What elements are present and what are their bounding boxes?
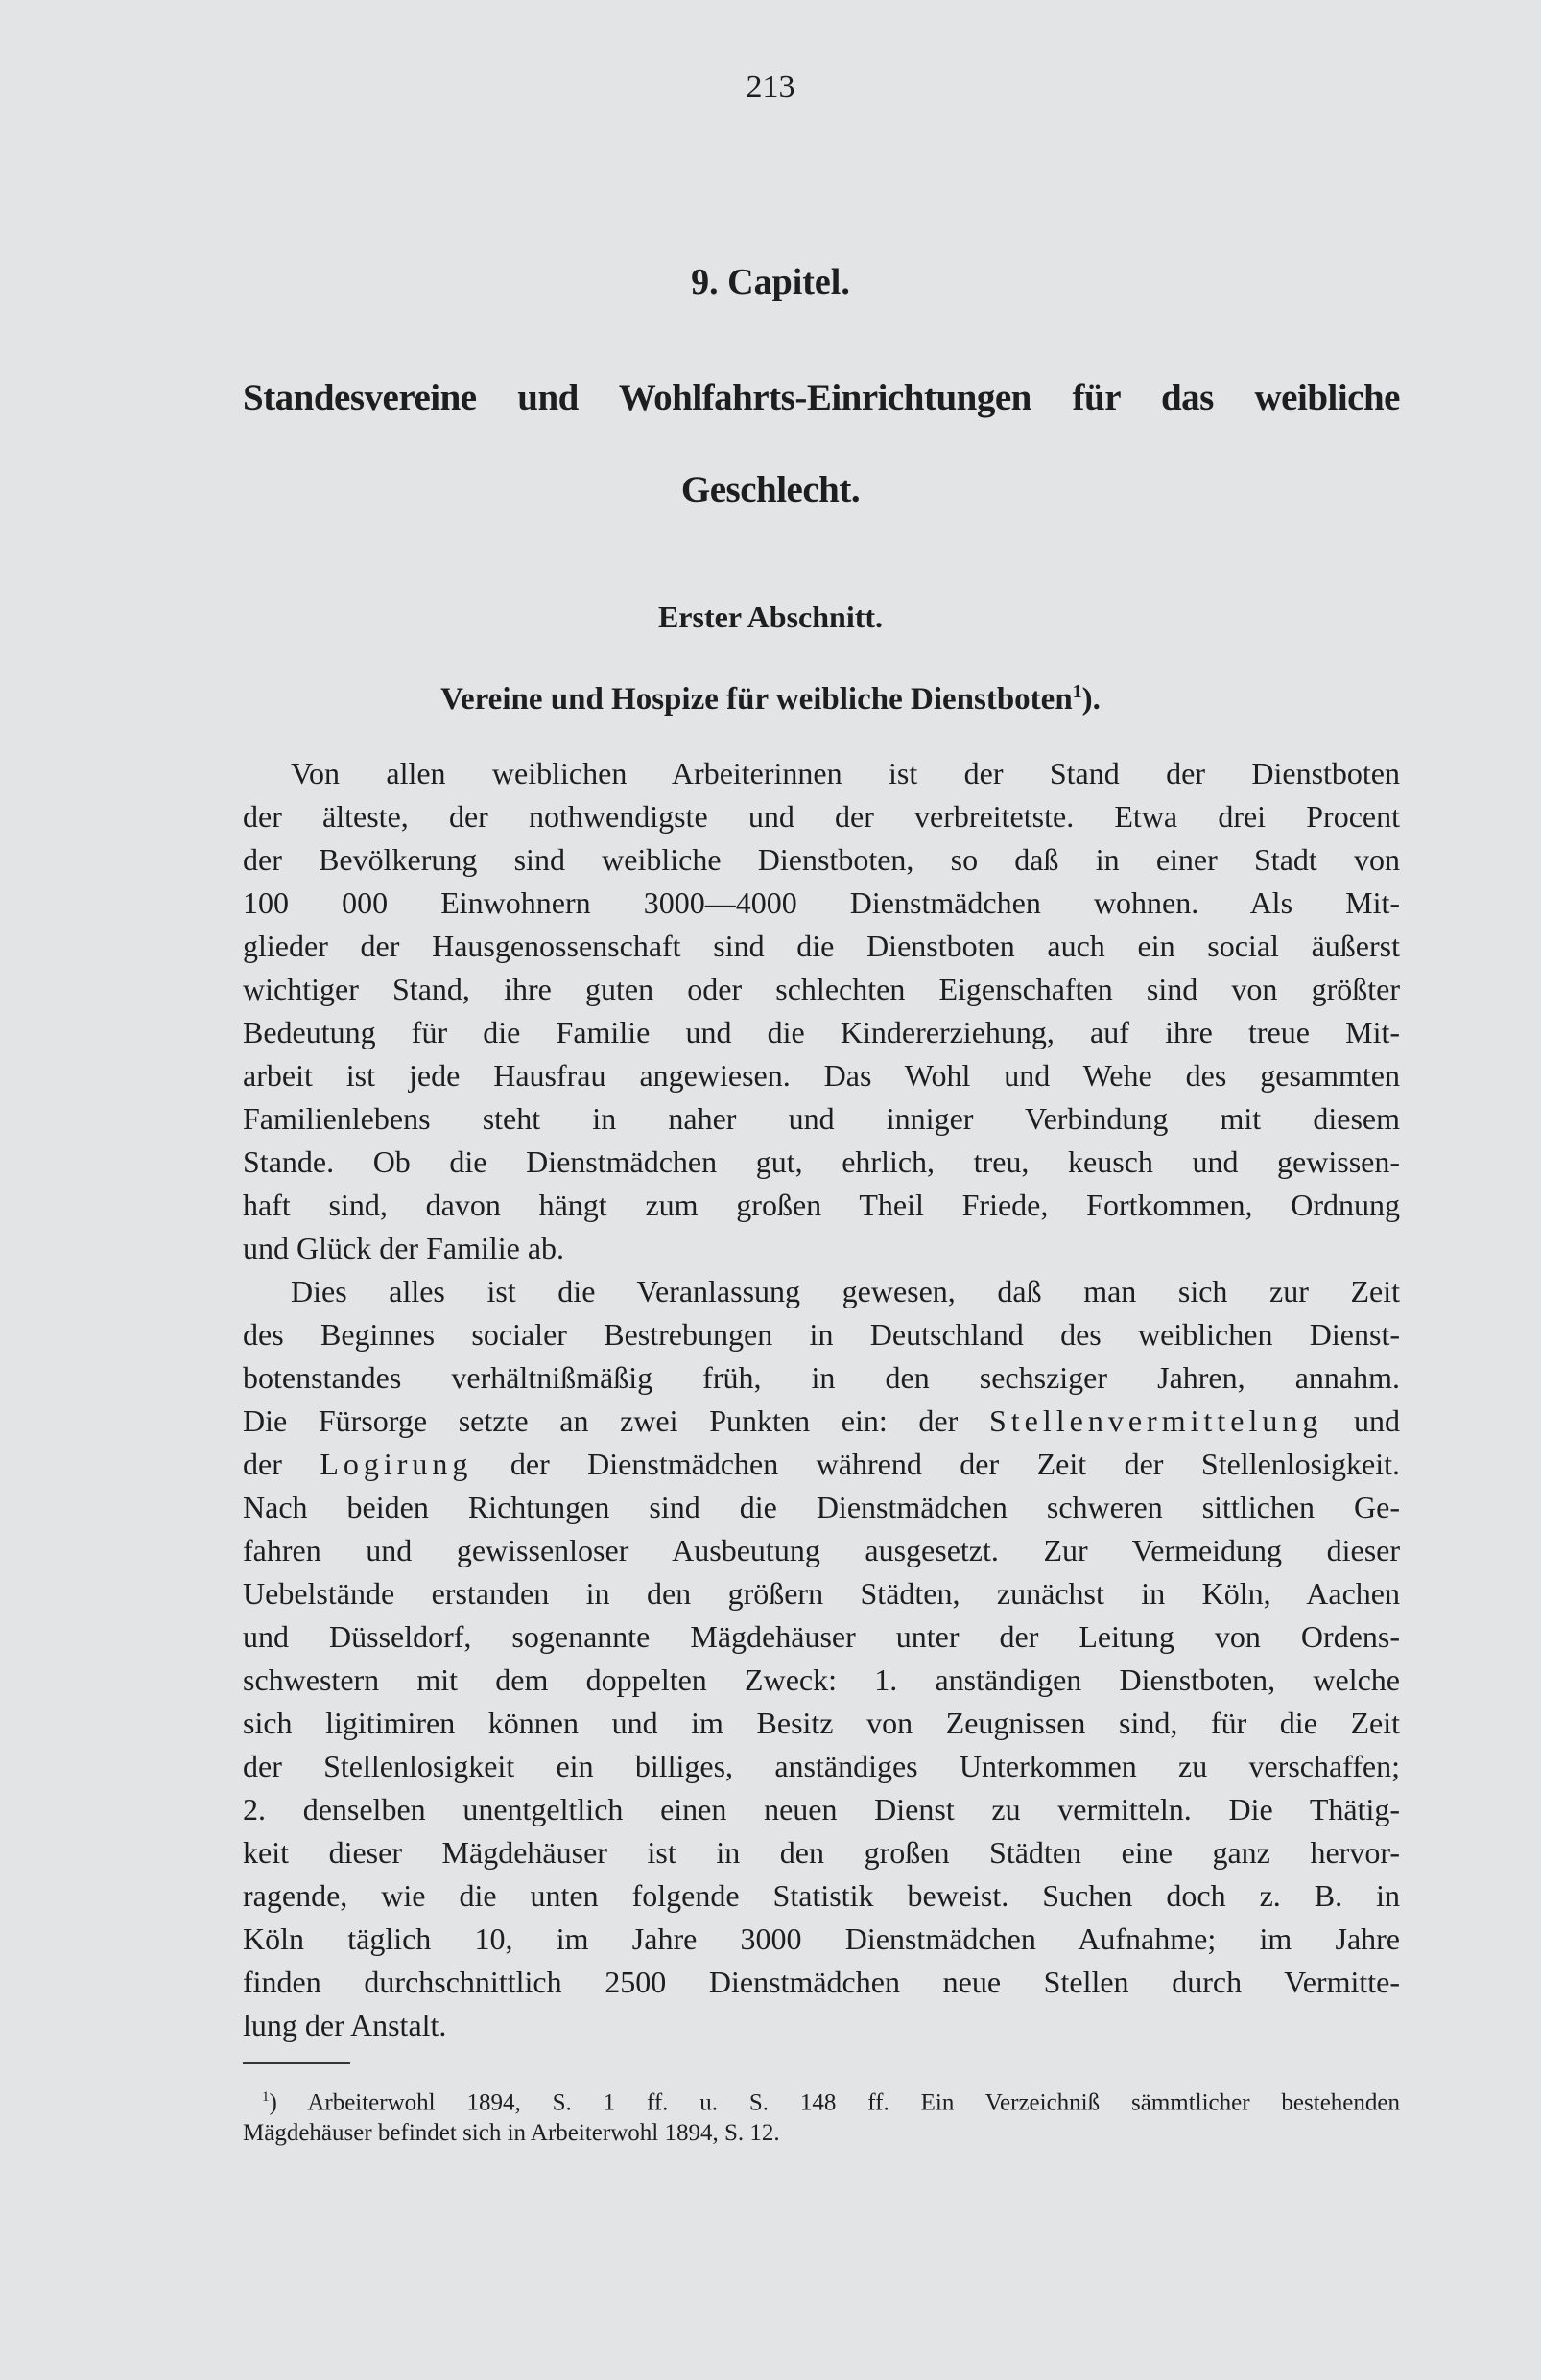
subsection-text: Vereine und Hospize für weibliche Dienstboten bbox=[440, 682, 1073, 717]
line-text: keit dieser Mägdehäuser ist in den großen Städten eine ganz hervor- bbox=[243, 1835, 1400, 1870]
footnote-divider bbox=[243, 2062, 350, 2064]
line-text: und bbox=[1322, 1403, 1401, 1438]
line-text: lung der Anstalt. bbox=[243, 2008, 447, 2042]
body-line bbox=[243, 882, 1400, 925]
line-text: und Düsseldorf, sogenannte Mägdehäuser unter der Leitung von Ordens- bbox=[243, 1619, 1400, 1654]
body-line bbox=[243, 1529, 1400, 1572]
body-line bbox=[243, 1270, 1400, 1313]
body-line bbox=[243, 1097, 1400, 1141]
section-heading: Erster Abschnitt. bbox=[657, 600, 884, 634]
body-line bbox=[243, 1659, 1400, 1702]
footnote-mark-paren: ) bbox=[269, 2089, 308, 2116]
line-text: botenstandes verhältnißmäßig früh, in den sechsziger Jahren, annahm. bbox=[243, 1360, 1400, 1395]
body-line bbox=[243, 752, 1400, 795]
line-text: der Stellenlosigkeit ein billiges, anständiges Unterkommen zu verschaffen; bbox=[243, 1749, 1400, 1783]
body-line bbox=[243, 1874, 1400, 1918]
line-text: 100 000 Einwohnern 3000—4000 Dienstmädchen wohnen. Als Mit- bbox=[243, 885, 1400, 920]
line-text: Nach beiden Richtungen sind die Dienstmädchen schweren sittlichen Ge- bbox=[243, 1490, 1400, 1524]
line-text: der älteste, der nothwendigste und der verbreitetste. Etwa drei Procent bbox=[243, 799, 1400, 834]
body-line bbox=[243, 1702, 1400, 1745]
body-line bbox=[243, 1400, 1400, 1443]
body-line bbox=[243, 1227, 1400, 1270]
body-line bbox=[243, 1313, 1400, 1356]
body-line bbox=[243, 1572, 1400, 1615]
body-line bbox=[243, 795, 1400, 838]
body-line bbox=[243, 1831, 1400, 1874]
body-line bbox=[243, 1486, 1400, 1529]
line-text: Stande. Ob die Dienstmädchen gut, ehrlich, treu, keusch und gewissen- bbox=[243, 1144, 1400, 1179]
line-text: Von allen weiblichen Arbeiterinnen ist der Stand der Dienstboten bbox=[291, 756, 1400, 790]
line-text: Bedeutung für die Familie und die Kindererziehung, auf ihre treue Mit- bbox=[243, 1015, 1400, 1049]
line-text: 2. denselben unentgeltlich einen neuen Dienst zu vermitteln. Die Thätig- bbox=[243, 1792, 1400, 1826]
body-line bbox=[243, 968, 1400, 1011]
body-line bbox=[243, 1054, 1400, 1097]
line-text: fahren und gewissenloser Ausbeutung ausgesetzt. Zur Vermeidung dieser bbox=[243, 1533, 1400, 1567]
footnote-reference[interactable]: 1 bbox=[1072, 681, 1082, 702]
line-text: Familienlebens steht in naher und inniger Verbindung mit diesem bbox=[243, 1101, 1400, 1136]
line-text: Köln täglich 10, im Jahre 3000 Dienstmädchen Aufnahme; im Jahre bbox=[243, 1921, 1400, 1956]
line-text: der bbox=[243, 1447, 320, 1481]
line-text: des Beginnes socialer Bestrebungen in Deutschland des weiblichen Dienst- bbox=[243, 1317, 1400, 1352]
body-text bbox=[243, 752, 1400, 2047]
line-text: wichtiger Stand, ihre guten oder schlechten Eigenschaften sind von größter bbox=[243, 972, 1400, 1006]
body-line bbox=[243, 1788, 1400, 1831]
subsection-closing: ). bbox=[1081, 682, 1101, 717]
page-number: 213 bbox=[746, 69, 795, 105]
body-line bbox=[243, 925, 1400, 968]
body-line bbox=[243, 1356, 1400, 1400]
body-line bbox=[243, 1918, 1400, 1961]
line-text: arbeit ist jede Hausfrau angewiesen. Das Wohl und Wehe des gesammten bbox=[243, 1058, 1400, 1093]
footnote-line bbox=[243, 2115, 1400, 2151]
line-text: sich ligitimiren können und im Besitz von Zeugnissen sind, für die Zeit bbox=[243, 1706, 1400, 1740]
body-line bbox=[243, 1184, 1400, 1227]
emphasized-term: Stellenvermittelung bbox=[988, 1403, 1323, 1438]
line-text: glieder der Hausgenossenschaft sind die Dienstboten auch ein social äußerst bbox=[243, 929, 1400, 963]
chapter-heading: 9. Capitel. bbox=[691, 262, 850, 302]
body-line bbox=[243, 838, 1400, 882]
line-text: haft sind, davon hängt zum großen Theil Friede, Fortkommen, Ordnung bbox=[243, 1188, 1400, 1222]
body-line bbox=[243, 1961, 1400, 2004]
footnote-text: Mägdehäuser befindet sich in Arbeiterwohl 1894, S. 12. bbox=[243, 2120, 780, 2146]
chapter-title-line-1: Standesvereine und Wohlfahrts-Einrichtungen für das weibliche bbox=[243, 377, 1400, 418]
line-text: schwestern mit dem doppelten Zweck: 1. anständigen Dienstboten, welche bbox=[243, 1662, 1400, 1697]
chapter-title-line-2: Geschlecht. bbox=[680, 469, 861, 510]
line-text: und Glück der Familie ab. bbox=[243, 1231, 565, 1265]
footnote-text: Arbeiterwohl 1894, S. 1 ff. u. S. 148 ff. Ein Verzeichniß sämmtlicher bestehenden bbox=[307, 2089, 1400, 2116]
line-text: Uebelstände erstanden in den größern Städten, zunächst in Köln, Aachen bbox=[243, 1576, 1400, 1611]
footnote-mark: 1 bbox=[262, 2089, 270, 2105]
body-line bbox=[243, 1011, 1400, 1054]
body-line bbox=[243, 2004, 1400, 2047]
emphasized-term: Logirung bbox=[320, 1447, 473, 1481]
line-text: finden durchschnittlich 2500 Dienstmädchen neue Stellen durch Vermitte- bbox=[243, 1965, 1400, 1999]
line-text: der Bevölkerung sind weibliche Dienstboten, so daß in einer Stadt von bbox=[243, 842, 1400, 877]
body-line bbox=[243, 1443, 1400, 1486]
line-text: ragende, wie die unten folgende Statistik beweist. Suchen doch z. B. in bbox=[243, 1878, 1400, 1913]
body-line bbox=[243, 1615, 1400, 1659]
line-text: der Dienstmädchen während der Zeit der Stellenlosigkeit. bbox=[472, 1447, 1400, 1481]
subsection-heading bbox=[0, 681, 1541, 718]
footnote-line bbox=[243, 2080, 1400, 2115]
body-line bbox=[243, 1141, 1400, 1184]
line-text: Die Fürsorge setzte an zwei Punkten ein: der bbox=[243, 1403, 989, 1438]
line-text: Dies alles ist die Veranlassung gewesen, daß man sich zur Zeit bbox=[291, 1274, 1400, 1308]
body-line bbox=[243, 1745, 1400, 1788]
footnote bbox=[243, 2080, 1400, 2151]
